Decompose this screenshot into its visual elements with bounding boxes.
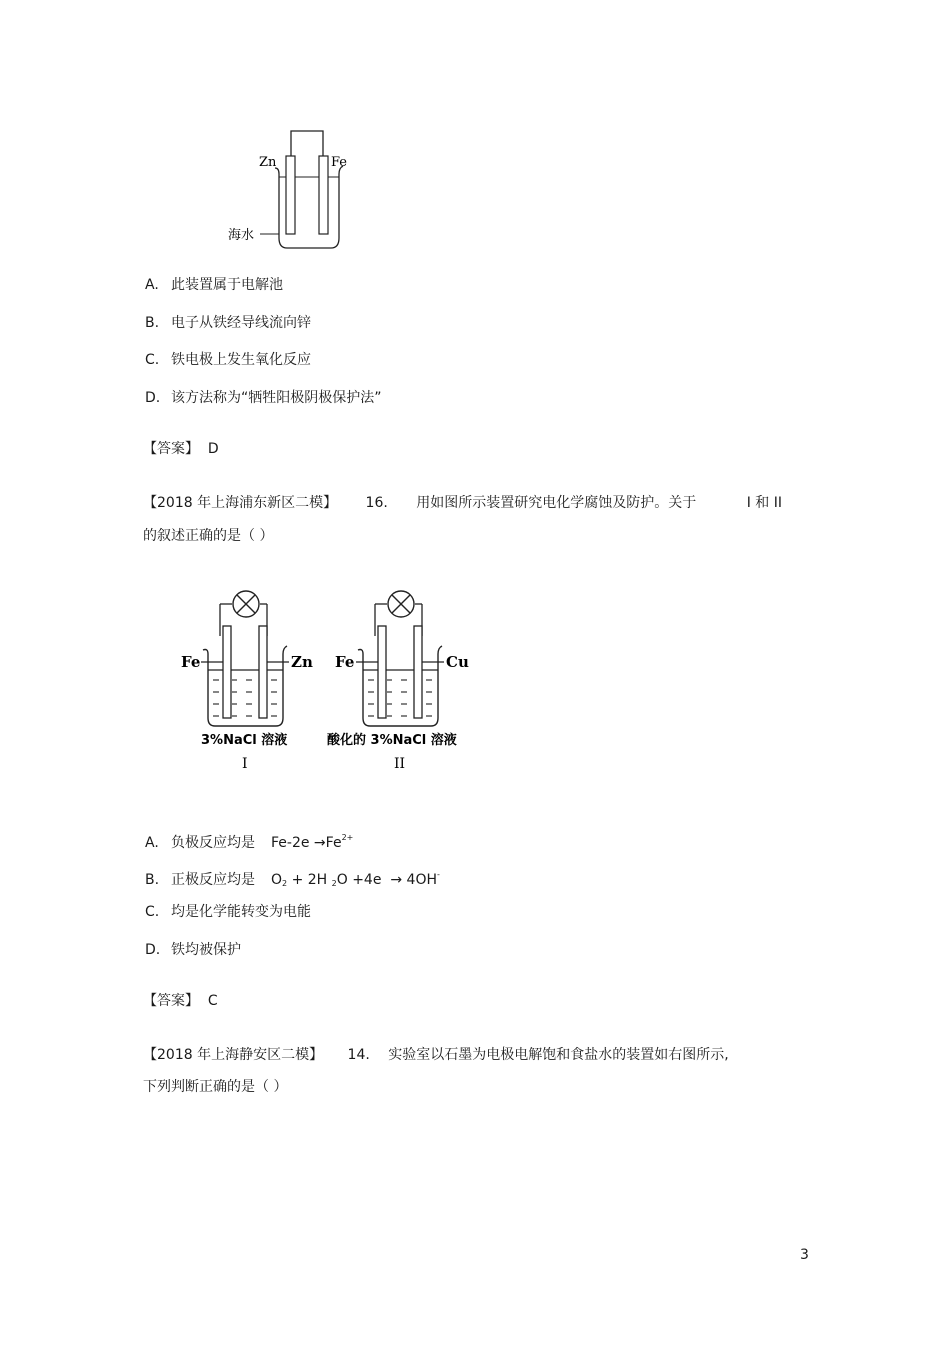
q2-answer: 【答案】 C <box>143 993 218 1009</box>
cell-two <box>327 591 469 772</box>
q1-option-d: D. 该方法称为“牺牲阳极阴极保护法” <box>145 390 382 406</box>
cell-two-solution-label: 酸化的 3%NaCl 溶液 <box>327 733 457 748</box>
cell-two-numeral: II <box>394 756 406 772</box>
cell-one-left-label: Fe <box>181 653 201 671</box>
cell-two-left-label: Fe <box>335 653 355 671</box>
q3-number: 14. <box>347 1047 370 1063</box>
fe-label: Fe <box>331 155 348 170</box>
q1-option-b: B. 电子从铁经导线流向锌 <box>145 315 311 331</box>
q2-option-c: C. 均是化学能转变为电能 <box>145 904 311 920</box>
q3-stem-line1: 【2018 年上海静安区二模】 14. 实验室以石墨为电极电解饱和食盐水的装置如右图所示, <box>143 1047 729 1063</box>
q2-number: 16. <box>365 495 388 511</box>
page-number: 3 <box>800 1247 809 1263</box>
q2-stem-line1: 【2018 年上海浦东新区二模】 16. 用如图所示装置研究电化学腐蚀及防护。关于 I 和 II <box>143 495 783 511</box>
q1-option-c: C. 铁电极上发生氧化反应 <box>145 352 311 368</box>
cell-one-solution-label: 3%NaCl 溶液 <box>201 733 288 748</box>
cell-two-right-label: Cu <box>446 653 469 671</box>
q3-stem-line2: 下列判断正确的是（ ） <box>143 1079 288 1095</box>
q2-source: 【2018 年上海浦东新区二模】 <box>143 495 338 511</box>
q2-option-b: B. 正极反应均是 $O_2 + 2H$ $_2$O +4e → 4OH- <box>145 870 440 888</box>
cell-one-numeral: I <box>242 756 248 772</box>
q2-option-a: A. 负极反应均是 $Fe-2e \to Fe^{2+}$ <box>145 833 354 851</box>
zn-fe-seawater-figure <box>225 122 355 254</box>
q2-stem-line2: 的叙述正确的是（ ） <box>143 528 274 544</box>
q3-source: 【2018 年上海静安区二模】 <box>143 1047 324 1063</box>
zn-label: Zn <box>259 155 277 170</box>
corrosion-cells-figure <box>175 586 485 774</box>
seawater-label: 海水 <box>228 228 255 243</box>
cell-one <box>181 591 313 772</box>
q1-option-a: A. 此装置属于电解池 <box>145 277 283 293</box>
q2-option-d: D. 铁均被保护 <box>145 942 241 958</box>
q1-answer: 【答案】 D <box>143 441 219 457</box>
cell-one-right-label: Zn <box>291 653 313 671</box>
